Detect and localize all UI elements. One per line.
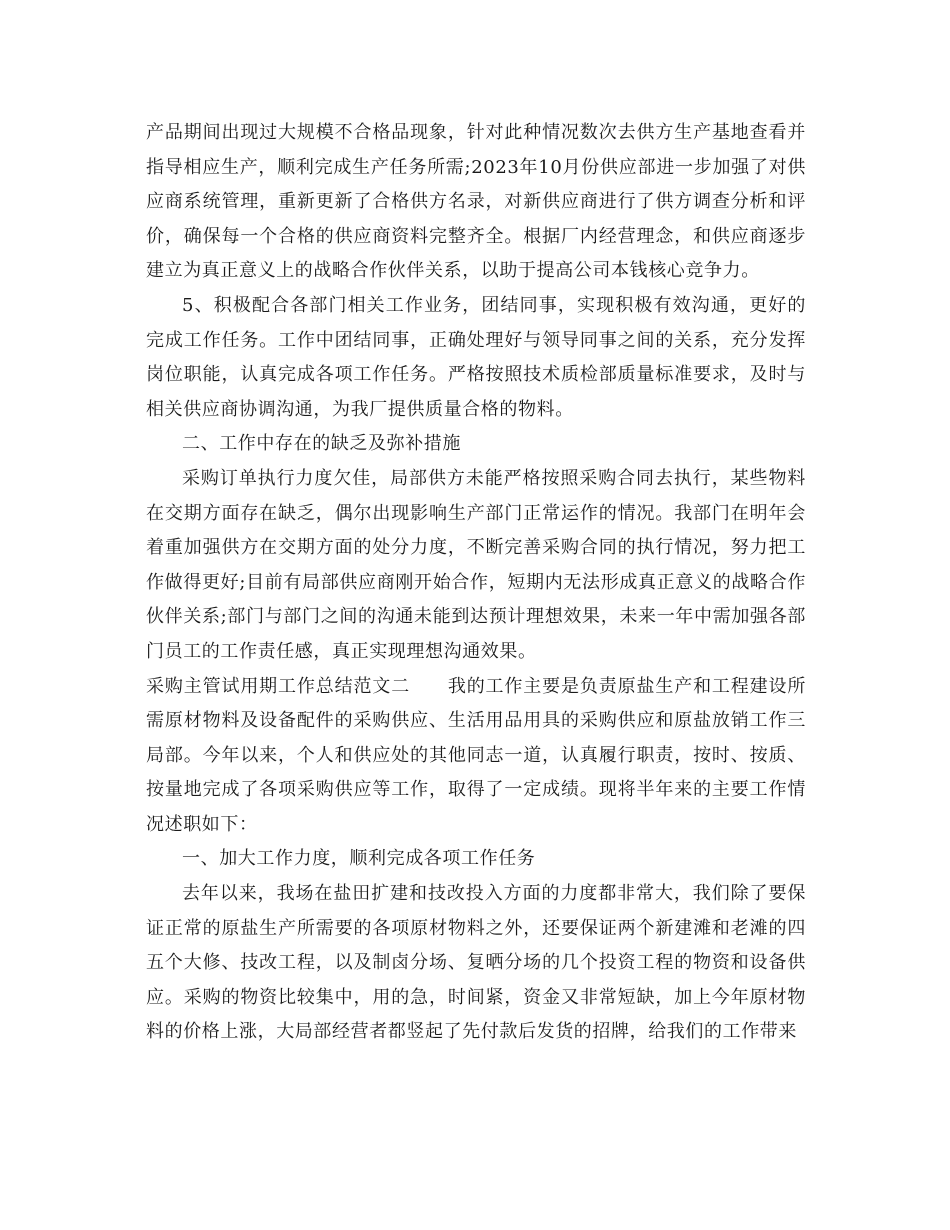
paragraph-item-5-cooperation: 5、积极配合各部门相关工作业务，团结同事，实现积极有效沟通，更好的完成工作任务。工作中团结同事，正确处理好与领导同事之间的关系，充分发挥岗位职能，认真完成各项工作任务。严格按照技术质检部质量标准要求，及时与相关供应商协调沟通，为我厂提供质量合格的物料。 bbox=[146, 294, 806, 420]
document-body bbox=[146, 116, 806, 1050]
paragraph-salt-field-expansion: 去年以来，我场在盐田扩建和技改投入方面的力度都非常大，我们除了要保证正常的原盐生产所需要的各项原材物料之外，还要保证两个新建滩和老滩的四五个大修、技改工程，以及制卤分场、复晒分场的几个投资工程的物资和设备供应。采购的物资比较集中，用的急，时间紧，资金又非常短缺，加上今年原材物料的价格上涨，大局部经营者都竖起了先付款后发货的招牌，给我们的工作带来 bbox=[146, 883, 806, 1043]
section-heading-shortcomings: 二、工作中存在的缺乏及弥补措施 bbox=[182, 433, 461, 455]
paragraph-sample-two-intro: 采购主管试用期工作总结范文二 我的工作主要是负责原盐生产和工程建设所需原材物料及设备配件的采购供应、生活用品用具的采购供应和原盐放销工作三局部。今年以来，个人和供应处的其他同志一道，认真履行职责，按时、按质、按量地完成了各项采购供应等工作，取得了一定成绩。现将半年来的主要工作情况述职如下： bbox=[146, 675, 806, 835]
paragraph-shortcomings-measures: 采购订单执行力度欠佳，局部供方未能严格按照采购合同去执行，某些物料在交期方面存在缺乏，偶尔出现影响生产部门正常运作的情况。我部门在明年会着重加强供方在交期方面的处分力度，不断完善采购合同的执行情况，努力把工作做得更好;目前有局部供应商刚开始合作，短期内无法形成真正意义的战略合作伙伴关系;部门与部门之间的沟通未能到达预计理想效果，未来一年中需加强各部门员工的工作责任感，真正实现理想沟通效果。 bbox=[146, 467, 806, 662]
section-heading-increase-effort: 一、加大工作力度，顺利完成各项工作任务 bbox=[182, 848, 536, 870]
paragraph-continuation-supplier-management: 产品期间出现过大规模不合格品现象，针对此种情况数次去供方生产基地查看并指导相应生产，顺利完成生产任务所需;2023年10月份供应部进一步加强了对供应商系统管理，重新更新了合格供方名录，对新供应商进行了供方调查分析和评价，确保每一个合格的供应商资料完整齐全。根据厂内经营理念，和供应商逐步建立为真正意义上的战略合作伙伴关系，以助于提高公司本钱核心竞争力。 bbox=[146, 122, 806, 282]
